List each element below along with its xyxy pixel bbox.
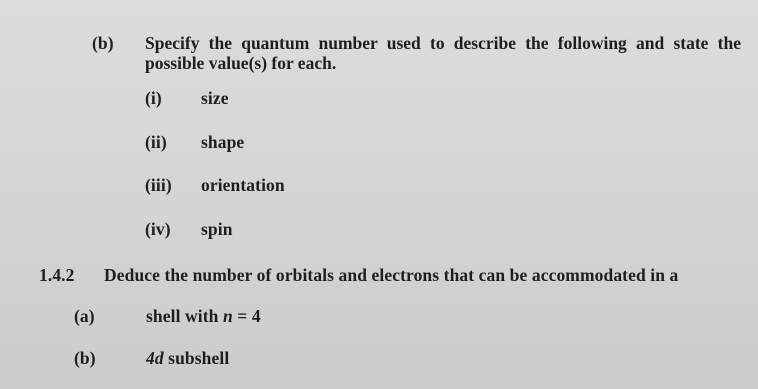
item-iii-label: (iii) xyxy=(145,175,172,195)
subshell-4d: 4d xyxy=(146,348,164,368)
item-i-label: (i) xyxy=(145,88,162,108)
sub-a-relation: = 4 xyxy=(232,306,261,326)
part-b-label: (b) xyxy=(92,33,114,53)
question-number: 1.4.2 xyxy=(39,265,75,285)
item-iii-text: orientation xyxy=(201,175,285,195)
part-b-instruction: Specify the quantum number used to describe the following and state the possible value(s) for each. xyxy=(145,33,741,73)
sub-a-text xyxy=(146,306,261,326)
item-i-text: size xyxy=(201,88,229,108)
item-iv-text: spin xyxy=(201,219,233,239)
item-ii-text: shape xyxy=(201,132,245,152)
variable-n: n xyxy=(222,306,233,326)
question-text: Deduce the number of orbitals and electrons that can be accommodated in a xyxy=(104,265,679,285)
sub-a-prefix: shell with xyxy=(146,306,223,326)
sub-a-label: (a) xyxy=(74,306,95,326)
sub-b-text xyxy=(146,348,229,368)
item-iv-label: (iv) xyxy=(145,219,171,239)
item-ii-label: (ii) xyxy=(145,132,167,152)
sub-b-suffix: subshell xyxy=(163,348,230,368)
sub-b-label: (b) xyxy=(74,348,96,368)
